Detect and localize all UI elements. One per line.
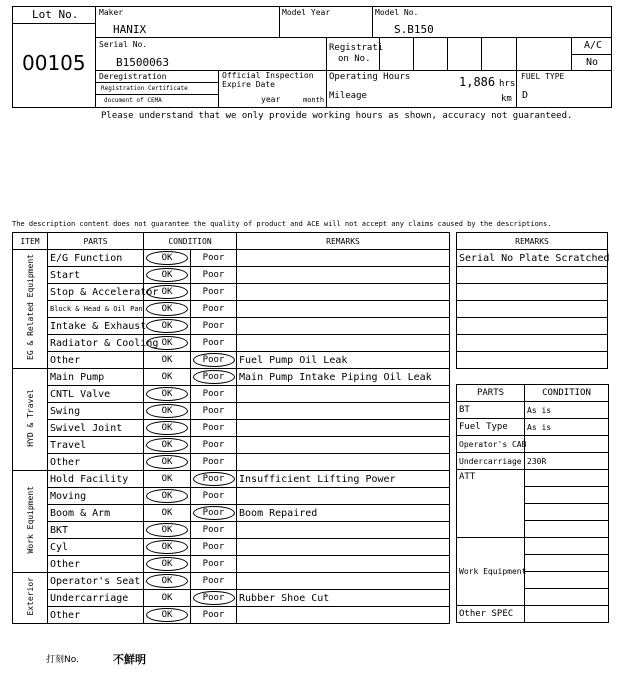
side-remark-empty-row: [457, 352, 608, 369]
remark: [237, 267, 450, 284]
condition-ok: [144, 471, 191, 488]
poor-label: Poor: [202, 457, 225, 467]
cema-label: document of CEMA: [104, 97, 162, 104]
group-label: Exterior: [25, 576, 35, 616]
condition-poor: [191, 420, 237, 437]
table-row: [13, 607, 450, 624]
part-name: Travel: [48, 437, 144, 454]
table-row: [13, 386, 450, 403]
remark: [237, 284, 450, 301]
group-label-cell: [13, 573, 48, 624]
poor-label: Poor: [202, 423, 225, 433]
other-spec-value: [525, 606, 609, 623]
att-value-row: [525, 504, 609, 521]
ok-label: OK: [161, 304, 173, 314]
condition-ok: [144, 250, 191, 267]
condition-ok: [144, 437, 191, 454]
ok-label: OK: [161, 423, 173, 433]
undercarriage-label: Undercarriage: [457, 453, 525, 470]
poor-label: Poor: [202, 406, 225, 416]
condition-poor: [191, 335, 237, 352]
group-label: HYD & Travel: [25, 388, 35, 447]
side-remark-empty-row: [457, 318, 608, 335]
condition-ok: [144, 556, 191, 573]
serial-label: Serial No.: [99, 40, 148, 49]
condition-poor: [191, 607, 237, 624]
other-spec-label: Other SPEC: [457, 606, 525, 623]
inspection-table: [12, 232, 450, 624]
table-row: [13, 301, 450, 318]
remark: [237, 386, 450, 403]
ok-label: OK: [161, 287, 173, 297]
reg-cert-label: Registration Certificate: [101, 85, 188, 92]
remark: [237, 403, 450, 420]
model-no-label: Model No.: [375, 8, 419, 17]
notice-text: Please understand that we only provide working hours as shown, accuracy not guaranteed.: [101, 111, 573, 121]
condition-poor: [191, 369, 237, 386]
remark: [237, 318, 450, 335]
official-label-2: Expire Date: [222, 80, 275, 89]
selected-circle-icon: [193, 591, 235, 605]
ok-label: OK: [161, 338, 173, 348]
header-condition: CONDITION: [144, 233, 237, 250]
table-row: [13, 352, 450, 369]
ok-label: OK: [161, 474, 173, 484]
dereg-divider-1: [95, 82, 219, 83]
stamp-value: 不鮮明: [113, 653, 146, 666]
remark: [237, 301, 450, 318]
condition-ok: [144, 607, 191, 624]
condition-poor: [191, 590, 237, 607]
condition-ok: [144, 386, 191, 403]
poor-label: Poor: [202, 559, 225, 569]
table-row: [13, 539, 450, 556]
selected-circle-icon: [146, 285, 188, 299]
condition-poor: [191, 522, 237, 539]
side-remarks-header: REMARKS: [457, 233, 608, 250]
year-label: year: [261, 95, 281, 104]
dereg-label: Deregistration: [99, 72, 167, 81]
selected-circle-icon: [146, 455, 188, 469]
selected-circle-icon: [146, 540, 188, 554]
remark: [237, 539, 450, 556]
remark: Fuel Pump Oil Leak: [237, 352, 450, 369]
part-name: Undercarriage: [48, 590, 144, 607]
condition-ok: [144, 420, 191, 437]
poor-label: Poor: [202, 576, 225, 586]
fuel-label: Fuel Type: [457, 419, 525, 436]
table-row: [13, 250, 450, 267]
part-name: Stop & Accelerator: [48, 284, 144, 301]
part-name: Other: [48, 352, 144, 369]
poor-label: Poor: [202, 270, 225, 280]
table-header-row: [13, 233, 450, 250]
registration-label-1: Registrati: [329, 43, 384, 53]
ac-value: No: [586, 57, 599, 68]
reg-box-2: [413, 37, 448, 71]
poor-label: Poor: [202, 355, 225, 365]
selected-circle-icon: [146, 421, 188, 435]
condition-ok: [144, 267, 191, 284]
table-row: [13, 420, 450, 437]
table-row: [13, 369, 450, 386]
table-row: [13, 590, 450, 607]
inspection-body: [13, 250, 450, 624]
group-label: Work Equipment: [25, 485, 35, 554]
ok-label: OK: [161, 372, 173, 382]
poor-label: Poor: [202, 287, 225, 297]
poor-label: Poor: [202, 253, 225, 263]
remark: [237, 488, 450, 505]
selected-circle-icon: [146, 387, 188, 401]
condition-ok: [144, 488, 191, 505]
remark: [237, 454, 450, 471]
condition-poor: [191, 539, 237, 556]
part-name: Swivel Joint: [48, 420, 144, 437]
fuel-type-value: D: [522, 90, 529, 101]
condition-ok: [144, 318, 191, 335]
ok-label: OK: [161, 355, 173, 365]
selected-circle-icon: [146, 557, 188, 571]
att-label: ATT: [457, 470, 525, 538]
table-row: [13, 522, 450, 539]
cab-label: Operator's CAB: [457, 436, 525, 453]
table-row: [13, 403, 450, 420]
part-name: Other: [48, 454, 144, 471]
table-row: [13, 556, 450, 573]
selected-circle-icon: [193, 506, 235, 520]
condition-poor: [191, 556, 237, 573]
table-row: [13, 267, 450, 284]
remark: [237, 607, 450, 624]
lot-number: 00105: [22, 51, 86, 75]
side-parts-table: [456, 384, 609, 623]
condition-ok: [144, 522, 191, 539]
condition-ok: [144, 301, 191, 318]
condition-poor: [191, 284, 237, 301]
poor-label: Poor: [202, 491, 225, 501]
condition-poor: [191, 437, 237, 454]
cab-value: [525, 436, 609, 453]
work-equipment-label: Work Equipment: [457, 538, 525, 606]
stamp-label: 打刻No.: [46, 655, 79, 665]
remark: [237, 437, 450, 454]
ok-label: OK: [161, 508, 173, 518]
km-unit: km: [501, 94, 512, 104]
poor-label: Poor: [202, 508, 225, 518]
ok-label: OK: [161, 542, 173, 552]
part-name: BKT: [48, 522, 144, 539]
selected-circle-icon: [193, 472, 235, 486]
part-name: Swing: [48, 403, 144, 420]
model-year-label: Model Year: [282, 8, 331, 17]
header-remarks: REMARKS: [237, 233, 450, 250]
part-name: Other: [48, 607, 144, 624]
table-row: [13, 573, 450, 590]
dereg-divider-2: [95, 94, 219, 95]
remark: [237, 522, 450, 539]
official-label-1: Official Inspection: [222, 71, 314, 80]
ok-label: OK: [161, 576, 173, 586]
condition-poor: [191, 505, 237, 522]
condition-ok: [144, 335, 191, 352]
condition-poor: [191, 352, 237, 369]
work-value-row: [525, 589, 609, 606]
side-parts-header: PARTS: [457, 385, 525, 402]
selected-circle-icon: [146, 608, 188, 622]
selected-circle-icon: [193, 370, 235, 384]
table-row: [13, 284, 450, 301]
lot-label: Lot No.: [32, 8, 79, 21]
remark: [237, 420, 450, 437]
reg-box-1: [379, 37, 414, 71]
table-row: [13, 505, 450, 522]
ok-label: OK: [161, 321, 173, 331]
maker-value: HANIX: [113, 23, 147, 36]
att-value-row: [525, 487, 609, 504]
remark: Rubber Shoe Cut: [237, 590, 450, 607]
condition-ok: [144, 352, 191, 369]
poor-label: Poor: [202, 593, 225, 603]
ok-label: OK: [161, 406, 173, 416]
condition-poor: [191, 301, 237, 318]
hrs-unit: hrs: [499, 79, 516, 89]
serial-value: B1500063: [116, 56, 169, 69]
condition-ok: [144, 284, 191, 301]
ac-label: A/C: [584, 40, 603, 51]
selected-circle-icon: [146, 523, 188, 537]
poor-label: Poor: [202, 321, 225, 331]
group-label-cell: [13, 250, 48, 369]
selected-circle-icon: [146, 268, 188, 282]
remark: Main Pump Intake Piping Oil Leak: [237, 369, 450, 386]
ok-label: OK: [161, 270, 173, 280]
condition-ok: [144, 369, 191, 386]
condition-ok: [144, 573, 191, 590]
ok-label: OK: [161, 389, 173, 399]
side-remark-line: Serial No Plate Scratched: [457, 250, 608, 267]
part-name: E/G Function: [48, 250, 144, 267]
side-remark-empty-row: [457, 335, 608, 352]
selected-circle-icon: [146, 302, 188, 316]
remark: Boom Repaired: [237, 505, 450, 522]
table-row: [13, 454, 450, 471]
remark: [237, 556, 450, 573]
side-remark-empty-row: [457, 267, 608, 284]
disclaimer-text: The description content does not guarantee the quality of product and ACE will not accept any claims caused by the descriptions.: [12, 220, 552, 228]
model-no-value: S.B150: [394, 23, 434, 36]
remark: [237, 573, 450, 590]
part-name: Hold Facility: [48, 471, 144, 488]
poor-label: Poor: [202, 389, 225, 399]
selected-circle-icon: [146, 336, 188, 350]
undercarriage-value: 230R: [525, 453, 609, 470]
work-value-row: [525, 572, 609, 589]
operating-label: Operating Hours: [329, 72, 411, 82]
selected-circle-icon: [146, 489, 188, 503]
condition-poor: [191, 386, 237, 403]
side-remark-empty-row: [457, 284, 608, 301]
fuel-type-label: FUEL TYPE: [521, 72, 565, 81]
part-name: Boom & Arm: [48, 505, 144, 522]
poor-label: Poor: [202, 610, 225, 620]
group-label: EG & Related Equipment: [25, 254, 35, 360]
reg-box-4: [481, 37, 517, 71]
part-name: Block & Head & Oil Pan: [48, 301, 144, 318]
selected-circle-icon: [146, 319, 188, 333]
att-value-row: [525, 470, 609, 487]
group-label-cell: [13, 471, 48, 573]
ok-label: OK: [161, 253, 173, 263]
ok-label: OK: [161, 610, 173, 620]
poor-label: Poor: [202, 542, 225, 552]
table-row: [13, 471, 450, 488]
bt-value: As is: [525, 402, 609, 419]
part-name: Moving: [48, 488, 144, 505]
condition-ok: [144, 505, 191, 522]
condition-poor: [191, 267, 237, 284]
month-label: month: [303, 96, 325, 104]
fuel-value: As is: [525, 419, 609, 436]
ok-label: OK: [161, 457, 173, 467]
condition-ok: [144, 403, 191, 420]
condition-ok: [144, 539, 191, 556]
poor-label: Poor: [202, 525, 225, 535]
reg-box-5: [516, 37, 572, 71]
condition-poor: [191, 250, 237, 267]
side-remark-empty-row: [457, 301, 608, 318]
selected-circle-icon: [146, 404, 188, 418]
hours-value: 1,886: [459, 75, 496, 89]
part-name: Start: [48, 267, 144, 284]
side-condition-header: CONDITION: [525, 385, 609, 402]
ok-label: OK: [161, 440, 173, 450]
poor-label: Poor: [202, 440, 225, 450]
table-row: [13, 318, 450, 335]
condition-poor: [191, 471, 237, 488]
poor-label: Poor: [202, 304, 225, 314]
side-remarks-table: [456, 232, 608, 369]
ok-label: OK: [161, 491, 173, 501]
header-item: ITEM: [13, 233, 48, 250]
table-row: [13, 437, 450, 454]
part-name: Operator's Seat: [48, 573, 144, 590]
condition-poor: [191, 318, 237, 335]
table-row: [13, 335, 450, 352]
poor-label: Poor: [202, 338, 225, 348]
poor-label: Poor: [202, 372, 225, 382]
part-name: Cyl: [48, 539, 144, 556]
selected-circle-icon: [193, 353, 235, 367]
mileage-label: Mileage: [329, 91, 367, 101]
part-name: Radiator & Cooling: [48, 335, 144, 352]
ok-label: OK: [161, 593, 173, 603]
selected-circle-icon: [146, 574, 188, 588]
remark: [237, 335, 450, 352]
group-label-cell: [13, 369, 48, 471]
part-name: CNTL Valve: [48, 386, 144, 403]
work-value-row: [525, 555, 609, 572]
selected-circle-icon: [146, 251, 188, 265]
selected-circle-icon: [146, 438, 188, 452]
ok-label: OK: [161, 559, 173, 569]
part-name: Other: [48, 556, 144, 573]
bt-label: BT: [457, 402, 525, 419]
table-row: [13, 488, 450, 505]
condition-poor: [191, 403, 237, 420]
header-parts: PARTS: [48, 233, 144, 250]
reg-box-3: [447, 37, 482, 71]
remark: [237, 250, 450, 267]
condition-poor: [191, 454, 237, 471]
condition-ok: [144, 590, 191, 607]
condition-poor: [191, 488, 237, 505]
work-value-row: [525, 538, 609, 555]
poor-label: Poor: [202, 474, 225, 484]
part-name: Main Pump: [48, 369, 144, 386]
att-value-row: [525, 521, 609, 538]
remark: Insufficient Lifting Power: [237, 471, 450, 488]
maker-label: Maker: [99, 8, 124, 17]
ok-label: OK: [161, 525, 173, 535]
part-name: Intake & Exhaust: [48, 318, 144, 335]
condition-poor: [191, 573, 237, 590]
registration-label-2: on No.: [338, 54, 371, 64]
condition-ok: [144, 454, 191, 471]
